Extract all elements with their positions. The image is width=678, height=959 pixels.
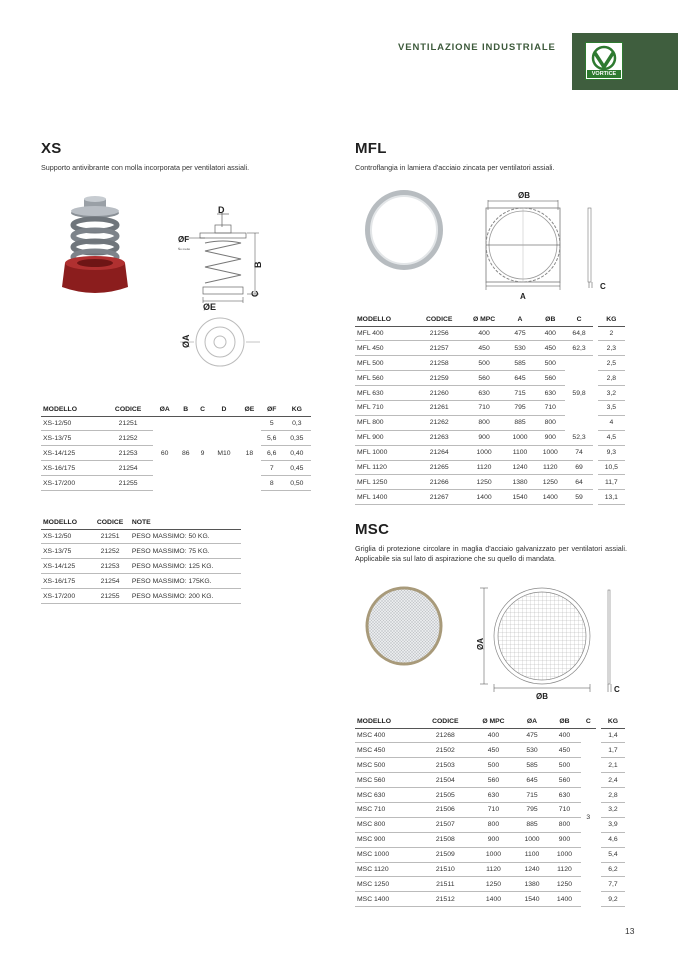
cell-b: 560	[535, 371, 565, 386]
xs-notes-table	[41, 516, 241, 604]
cell-codice: 21254	[90, 574, 130, 589]
page-number: 13	[625, 926, 635, 936]
col-header: KG	[283, 403, 311, 416]
col-header: Ø MPC	[463, 313, 505, 326]
cell-a: 1240	[516, 862, 548, 877]
cell-modello: XS-13/75	[41, 431, 103, 446]
cell-a: 1540	[516, 892, 548, 907]
cell-modello: MFL 1250	[355, 475, 415, 490]
cell-codice: 21510	[419, 862, 471, 877]
cell-modello: MSC 560	[355, 773, 419, 788]
cell-codice: 21264	[415, 445, 463, 460]
col-header: KG	[601, 715, 625, 728]
cell-modello: MSC 400	[355, 728, 419, 743]
cell-codice: 21255	[103, 476, 153, 491]
cell-b: 400	[548, 728, 580, 743]
cell-mpc: 1250	[463, 475, 505, 490]
xs-description: Supporto antivibrante con molla incorporata per ventilatori assiali.	[41, 163, 250, 172]
table-row	[355, 490, 625, 505]
msc-label-b: ØB	[536, 692, 548, 701]
cell-mpc: 560	[463, 371, 505, 386]
cell-modello: MSC 1400	[355, 892, 419, 907]
msc-header-row	[355, 715, 625, 728]
brand-logo-panel	[572, 33, 678, 90]
mfl-table	[355, 313, 625, 505]
cell-codice: 21252	[90, 544, 130, 559]
cell-codice: 21255	[90, 589, 130, 604]
cell-f: 6,6	[261, 446, 283, 461]
cell-mpc: 500	[471, 758, 516, 773]
brand-logo	[585, 42, 623, 80]
msc-label-a: ØA	[476, 638, 485, 650]
cell-mpc: 1400	[463, 490, 505, 505]
table-row	[355, 341, 625, 356]
table-row	[355, 326, 625, 341]
cell-mpc: 900	[471, 832, 516, 847]
cell-mpc: 400	[471, 728, 516, 743]
cell-codice: 21508	[419, 832, 471, 847]
cell-kg: 3,5	[598, 400, 625, 415]
cell-a: 645	[505, 371, 535, 386]
cell-modello: MFL 800	[355, 415, 415, 430]
cell-f: 5	[261, 416, 283, 431]
cell-modello: MFL 630	[355, 386, 415, 401]
msc-label-c: C	[614, 685, 620, 694]
cell-b: 1250	[535, 475, 565, 490]
cell-modello: MSC 800	[355, 817, 419, 832]
cell-mpc: 710	[471, 802, 516, 817]
xs-label-f-note: Ño metto	[178, 247, 191, 251]
cell-mpc: 900	[463, 430, 505, 445]
cell-mpc: 1000	[463, 445, 505, 460]
cell-b: 560	[548, 773, 580, 788]
xs-label-e: ØE	[203, 302, 217, 312]
cell-b: 630	[548, 788, 580, 803]
cell-c: 59	[565, 490, 592, 505]
xs-notes-header-row	[41, 516, 241, 529]
section-category: VENTILAZIONE INDUSTRIALE	[398, 42, 556, 53]
cell-kg: 4,6	[601, 832, 625, 847]
cell-a: 1540	[505, 490, 535, 505]
cell-mpc: 450	[463, 341, 505, 356]
cell-mpc: 1120	[463, 460, 505, 475]
cell-b: 800	[548, 817, 580, 832]
cell-mpc: 710	[463, 400, 505, 415]
cell-modello: MFL 1400	[355, 490, 415, 505]
msc-product-photo	[364, 586, 444, 666]
cell-f: 8	[261, 476, 283, 491]
cell-codice: 21253	[90, 559, 130, 574]
cell-modello: MSC 710	[355, 802, 419, 817]
cell-a: 885	[505, 415, 535, 430]
cell-kg: 2,8	[598, 371, 625, 386]
mfl-label-a: A	[520, 292, 526, 301]
cell-a: 475	[505, 326, 535, 341]
xs-label-b: B	[253, 261, 263, 268]
cell-a: 1100	[505, 445, 535, 460]
cell-codice: 21504	[419, 773, 471, 788]
cell-a: 1000	[505, 430, 535, 445]
cell-c: 59,8	[572, 389, 586, 397]
cell-codice: 21266	[415, 475, 463, 490]
cell-kg: 9,3	[598, 445, 625, 460]
col-header: KG	[598, 313, 625, 326]
xs-product-photo	[56, 195, 136, 305]
cell-codice: 21505	[419, 788, 471, 803]
cell-modello: MSC 1250	[355, 877, 419, 892]
cell-b: 400	[535, 326, 565, 341]
cell-codice: 21262	[415, 415, 463, 430]
col-header: CODICE	[415, 313, 463, 326]
cell-b: 710	[548, 802, 580, 817]
cell-codice: 21507	[419, 817, 471, 832]
cell-c: 62,3	[565, 341, 592, 356]
cell-kg: 10,5	[598, 460, 625, 475]
cell-c: 69	[565, 460, 592, 475]
cell-a: 1240	[505, 460, 535, 475]
cell-mpc: 1000	[471, 847, 516, 862]
msc-technical-drawing	[474, 588, 624, 701]
cell-modello: MFL 1120	[355, 460, 415, 475]
cell-b: 1120	[535, 460, 565, 475]
cell-modello: XS-17/200	[41, 476, 103, 491]
table-row	[41, 544, 241, 559]
cell-note: PESO MASSIMO: 125 KG.	[130, 559, 241, 574]
cell-codice: 21506	[419, 802, 471, 817]
cell-mpc: 630	[463, 386, 505, 401]
col-header: ØE	[238, 403, 261, 416]
cell-mpc: 450	[471, 743, 516, 758]
cell-kg: 0,40	[283, 446, 311, 461]
cell-shared-b: 86	[181, 449, 190, 457]
cell-a: 715	[505, 386, 535, 401]
xs-label-a: ØA	[181, 334, 191, 348]
cell-mpc: 560	[471, 773, 516, 788]
cell-c: 52,3	[565, 430, 592, 445]
xs-label-f: ØF	[178, 235, 190, 244]
table-row	[355, 728, 625, 743]
cell-modello: XS-16/175	[41, 461, 103, 476]
xs-title: XS	[41, 140, 62, 157]
xs-dimensions-header-row	[41, 403, 311, 416]
mfl-title: MFL	[355, 140, 387, 157]
cell-modello: XS-16/175	[41, 574, 90, 589]
cell-modello: MSC 450	[355, 743, 419, 758]
cell-modello: MFL 450	[355, 341, 415, 356]
cell-note: PESO MASSIMO: 75 KG.	[130, 544, 241, 559]
cell-kg: 2,5	[598, 356, 625, 371]
cell-modello: MFL 400	[355, 326, 415, 341]
cell-b: 900	[548, 832, 580, 847]
cell-a: 1000	[516, 832, 548, 847]
table-row	[355, 460, 625, 475]
col-header: ØB	[548, 715, 580, 728]
cell-codice: 21509	[419, 847, 471, 862]
cell-kg: 11,7	[598, 475, 625, 490]
table-row	[355, 430, 625, 445]
cell-modello: MSC 500	[355, 758, 419, 773]
cell-codice: 21502	[419, 743, 471, 758]
cell-a: 1380	[505, 475, 535, 490]
cell-b: 1000	[548, 847, 580, 862]
cell-b: 800	[535, 415, 565, 430]
cell-mpc: 400	[463, 326, 505, 341]
cell-codice: 21260	[415, 386, 463, 401]
mfl-header-row	[355, 313, 625, 326]
cell-b: 1120	[548, 862, 580, 877]
xs-top-view-drawing	[180, 316, 260, 372]
cell-modello: MSC 900	[355, 832, 419, 847]
col-header: CODICE	[419, 715, 471, 728]
cell-shared-d: M10	[217, 449, 231, 457]
cell-kg: 7,7	[601, 877, 625, 892]
cell-mpc: 630	[471, 788, 516, 803]
cell-codice: 21251	[103, 416, 153, 431]
cell-kg: 0,35	[283, 431, 311, 446]
table-row	[355, 445, 625, 460]
col-header: ØA	[516, 715, 548, 728]
cell-a: 645	[516, 773, 548, 788]
cell-note: PESO MASSIMO: 200 KG.	[130, 589, 241, 604]
col-header: ØB	[535, 313, 565, 326]
cell-a: 795	[516, 802, 548, 817]
cell-kg: 1,4	[601, 728, 625, 743]
cell-a: 795	[505, 400, 535, 415]
cell-b: 630	[535, 386, 565, 401]
cell-modello: XS-14/125	[41, 446, 103, 461]
table-row	[355, 475, 625, 490]
cell-mpc: 1250	[471, 877, 516, 892]
col-header: MODELLO	[41, 516, 90, 529]
col-header: ØF	[261, 403, 283, 416]
col-header: B	[176, 403, 195, 416]
cell-codice: 21252	[103, 431, 153, 446]
cell-kg: 2,1	[601, 758, 625, 773]
cell-b: 1400	[535, 490, 565, 505]
cell-kg: 2,8	[601, 788, 625, 803]
cell-codice: 21254	[103, 461, 153, 476]
cell-codice: 21253	[103, 446, 153, 461]
cell-a: 530	[516, 743, 548, 758]
cell-f: 5,6	[261, 431, 283, 446]
col-header: Ø MPC	[471, 715, 516, 728]
cell-kg: 6,2	[601, 862, 625, 877]
cell-a: 585	[505, 356, 535, 371]
col-header: MODELLO	[355, 715, 419, 728]
cell-mpc: 800	[463, 415, 505, 430]
cell-note: PESO MASSIMO: 175KG.	[130, 574, 241, 589]
col-header: CODICE	[90, 516, 130, 529]
cell-f: 7	[261, 461, 283, 476]
cell-modello: XS-12/50	[41, 529, 90, 544]
cell-modello: XS-13/75	[41, 544, 90, 559]
cell-b: 710	[535, 400, 565, 415]
cell-modello: MFL 500	[355, 356, 415, 371]
col-header: CODICE	[103, 403, 153, 416]
cell-c: 64,8	[565, 326, 592, 341]
col-header: MODELLO	[41, 403, 103, 416]
cell-kg: 13,1	[598, 490, 625, 505]
cell-b: 1000	[535, 445, 565, 460]
cell-kg: 4	[598, 415, 625, 430]
cell-a: 585	[516, 758, 548, 773]
cell-modello: XS-14/125	[41, 559, 90, 574]
brand-logo-text: VORTICE	[587, 70, 621, 78]
cell-kg: 3,9	[601, 817, 625, 832]
cell-note: PESO MASSIMO: 50 KG.	[130, 529, 241, 544]
cell-codice: 21268	[419, 728, 471, 743]
mfl-technical-drawing	[478, 188, 618, 303]
msc-title: MSC	[355, 521, 390, 538]
cell-b: 500	[548, 758, 580, 773]
cell-shared-a: 60	[160, 449, 169, 457]
cell-a: 475	[516, 728, 548, 743]
cell-modello: MFL 1000	[355, 445, 415, 460]
cell-mpc: 1120	[471, 862, 516, 877]
cell-codice: 21258	[415, 356, 463, 371]
cell-codice: 21511	[419, 877, 471, 892]
cell-kg: 3,2	[601, 802, 625, 817]
cell-b: 1400	[548, 892, 580, 907]
col-header: C	[581, 715, 596, 728]
cell-a: 1100	[516, 847, 548, 862]
cell-kg: 4,5	[598, 430, 625, 445]
cell-mpc: 500	[463, 356, 505, 371]
col-header: C	[195, 403, 210, 416]
table-row	[41, 589, 241, 604]
cell-codice: 21256	[415, 326, 463, 341]
mfl-label-c: C	[600, 282, 606, 291]
cell-shared-c: 9	[200, 449, 205, 457]
cell-b: 450	[535, 341, 565, 356]
col-header: ØA	[153, 403, 176, 416]
cell-kg: 1,7	[601, 743, 625, 758]
cell-modello: MFL 710	[355, 400, 415, 415]
table-row	[41, 559, 241, 574]
cell-modello: XS-12/50	[41, 416, 103, 431]
mfl-label-b: ØB	[518, 191, 530, 200]
xs-technical-drawing	[175, 205, 275, 325]
cell-c: 3	[586, 814, 591, 822]
cell-modello: MSC 1120	[355, 862, 419, 877]
vortex-logo-icon	[586, 44, 622, 72]
xs-dimensions-table	[41, 403, 311, 491]
xs-label-c: C	[250, 290, 260, 297]
mfl-product-photo	[364, 190, 444, 270]
table-row	[41, 416, 311, 431]
col-header: MODELLO	[355, 313, 415, 326]
cell-mpc: 800	[471, 817, 516, 832]
cell-codice: 21261	[415, 400, 463, 415]
cell-codice: 21259	[415, 371, 463, 386]
cell-modello: XS-17/200	[41, 589, 90, 604]
cell-kg: 9,2	[601, 892, 625, 907]
cell-kg: 5,4	[601, 847, 625, 862]
cell-b: 500	[535, 356, 565, 371]
cell-codice: 21257	[415, 341, 463, 356]
cell-modello: MSC 1000	[355, 847, 419, 862]
cell-kg: 3,2	[598, 386, 625, 401]
cell-kg: 0,45	[283, 461, 311, 476]
cell-b: 900	[535, 430, 565, 445]
cell-a: 530	[505, 341, 535, 356]
cell-b: 450	[548, 743, 580, 758]
col-header: D	[210, 403, 238, 416]
cell-modello: MSC 630	[355, 788, 419, 803]
cell-kg: 0,3	[283, 416, 311, 431]
msc-table	[355, 715, 625, 907]
cell-kg: 2	[598, 326, 625, 341]
table-row	[355, 356, 625, 371]
cell-codice: 21265	[415, 460, 463, 475]
cell-c: 64	[565, 475, 592, 490]
col-header: A	[505, 313, 535, 326]
cell-mpc: 1400	[471, 892, 516, 907]
cell-kg: 2,4	[601, 773, 625, 788]
table-row	[41, 529, 241, 544]
cell-b: 1250	[548, 877, 580, 892]
cell-codice: 21503	[419, 758, 471, 773]
cell-shared-e: 18	[245, 449, 254, 457]
cell-kg: 0,50	[283, 476, 311, 491]
cell-codice: 21251	[90, 529, 130, 544]
cell-kg: 2,3	[598, 341, 625, 356]
cell-a: 715	[516, 788, 548, 803]
col-header: NOTE	[130, 516, 241, 529]
cell-codice: 21512	[419, 892, 471, 907]
cell-a: 885	[516, 817, 548, 832]
msc-description: Griglia di protezione circolare in maglia d'acciaio galvanizzato per ventilatori assiali. Applicabile sia sul lato di aspirazione che su quello di mandata.	[355, 544, 627, 563]
cell-modello: MFL 900	[355, 430, 415, 445]
table-row	[41, 574, 241, 589]
cell-codice: 21267	[415, 490, 463, 505]
cell-c: 74	[565, 445, 592, 460]
col-header: C	[565, 313, 592, 326]
cell-codice: 21263	[415, 430, 463, 445]
cell-modello: MFL 560	[355, 371, 415, 386]
xs-label-d: D	[218, 205, 225, 215]
mfl-description: Controflangia in lamiera d'acciaio zincata per ventilatori assiali.	[355, 163, 555, 172]
cell-a: 1380	[516, 877, 548, 892]
